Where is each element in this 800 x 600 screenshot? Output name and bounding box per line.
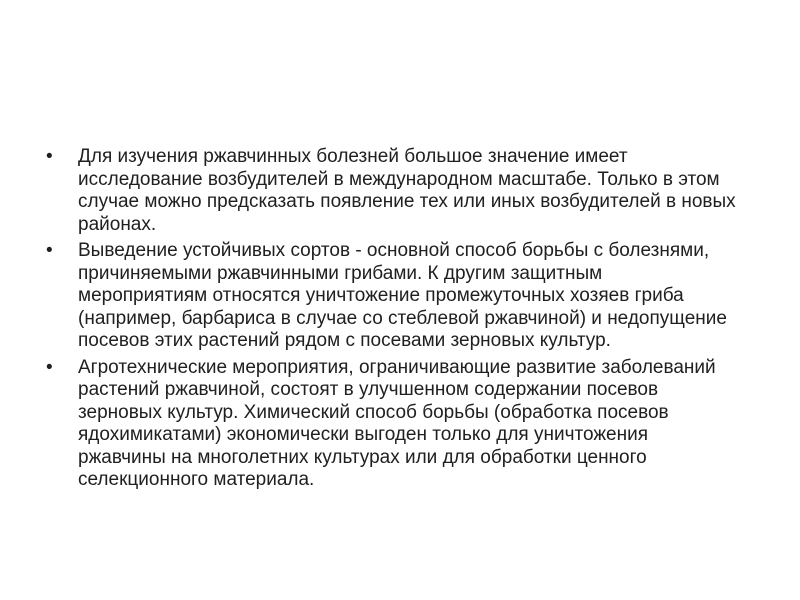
bullet-item-2 [46, 240, 736, 353]
bullet-icon: • [46, 146, 53, 167]
bullet-icon: • [46, 240, 53, 261]
bullet-icon: • [46, 356, 53, 378]
bullet-list [46, 146, 736, 496]
bullet-item-3 [46, 357, 736, 492]
bullet-item-1 [46, 146, 736, 236]
bullet-text: Выведение устойчивых сортов - основной способ борьбы с болезнями, причиняемыми ржавчинными грибами. К другим защитным мероприятиям относятся уничтожение промежуточных хозяев гриба (например, барбариса в случае со стеблевой ржавчиной) и недопущение посевов этих растений рядом с посевами зерновых культур. [78, 240, 727, 351]
bullet-text: Агротехнические мероприятия, ограничивающие развитие заболеваний растений ржавчиной, состоят в улучшенном содержании посевов зерновых культур. Химический способ борьбы (обработка посевов ядохимикатами) экономически выгоден только для уничтожения ржавчины на многолетних культурах или для обработки ценного селекционного материала. [78, 356, 716, 490]
bullet-text: Для изучения ржавчинных болезней большое значение имеет исследование возбудителей в международном масштабе. Только в этом случае можно предсказать появление тех или иных возбудителей в новых районах. [78, 146, 736, 235]
